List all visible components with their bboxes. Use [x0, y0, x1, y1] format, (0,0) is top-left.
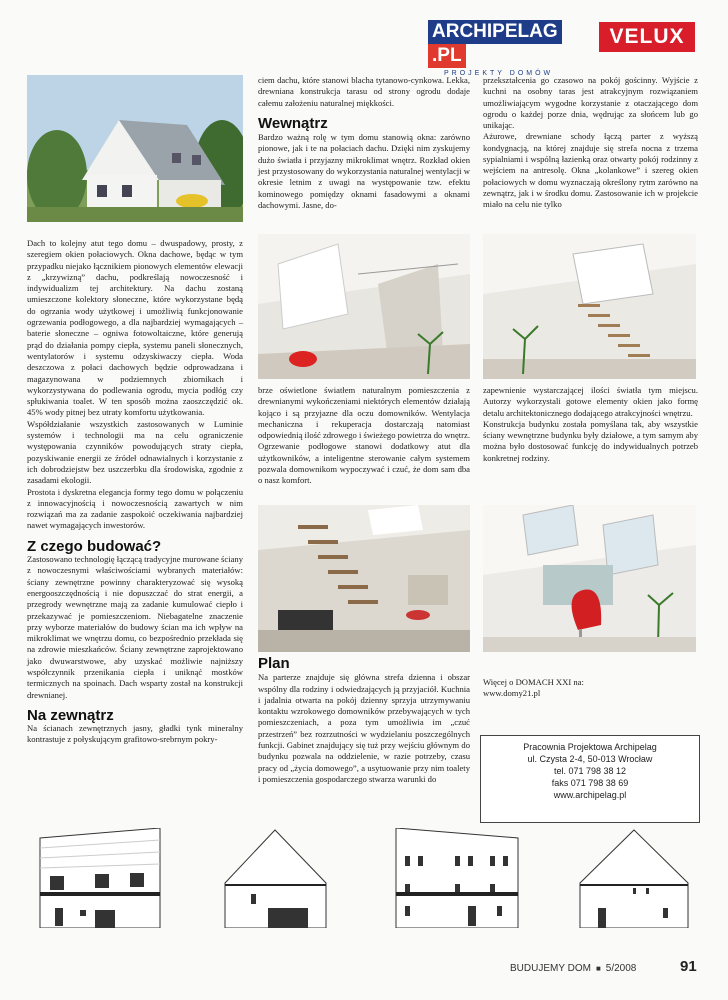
col3-paragraph-2: Ażurowe, drewniane schody łączą parter z wyższą kondygnacją, na której znajduje się strefa nocna z trzema sypialniami i wspólną łazienką oraz otwarty pokój rodzinny z wejściem na antresolę. Okna „kolankowe” i szereg okien połaciowych w domu wyznaczają określony rytm zarówno na zewnątrz, jak i w środku domu. Zastosowanie ich w projekcie miało na celu nie tylko — [483, 131, 698, 210]
interior-photo-3 — [258, 505, 470, 652]
col1-paragraph-5: Na ścianach zewnętrznych jasny, gładki tynk mineralny kontrastuje z połyskującym grafitowo-srebrnym pokry- — [27, 723, 243, 745]
col1-paragraph-4: Zastosowano technologię łączącą tradycyjne murowane ściany z nowoczesnymi właściwościami wybranych materiałów: ściany zewnętrzne powinny charakteryzować się wysoką energooszczędnością i nie dopuszczać do strat energii, a przegrody wewnętrzne mają za zadanie kumulować ciepło i przekazywać je pomieszczeniom. Niebagatelne znaczenie przy wyborze materiałów do budowy ścian ma ich wpływ na mikroklimat we wnętrzu domu, co bezpośrednio przekłada się na zdrowie mieszkańców. Ściany zewnętrzne zaprojektowano jako dwuwarstwowe, aby uzyskać możliwie najniższy współczynnik przenikania ciepła i uniknąć mostków termicznych na spoinach. Dach wsparty został na konstrukcji drewnianej. — [27, 554, 243, 700]
col1-paragraph-1: Dach to kolejny atut tego domu – dwuspadowy, prosty, z szeregiem okien połaciowych. Okna dachowe, będąc w tym przypadku niejako łącznikiem pionowych elementów elewacji z „krzywizną” dachu, podkreślają nowoczesność i indywidualizm tej architektury. Na dachu zostaną umieszczone kolektory słoneczne, które wykorzystane będą do ogrzania wody użytkowej i umożliwią funkcjonowanie ogrzewania podłogowego, a dla najbardziej wymagających – baterie słoneczne – ogniwa fotowoltaiczne, które generują prąd do działania pompy ciepła, systemu paneli słonecznych, wentylatorów i systemu odzyskiwaczy ciepła. Woda deszczowa z połaci dachowych będzie odprowadzana i magazynowana w podziemnych zbiornikach i wykorzystywana do podlewania ogrodu, mycia podłóg czy spłukiwania toalet. W ten sposób można zaoszczędzić ok. 45% wody pitnej bez utraty komfortu użytkowania. — [27, 238, 243, 418]
col2-paragraph-3: brze oświetlone światłem naturalnym pomieszczenia z drewnianymi wykończeniami niektórych elementów działają kojąco i są przyjazne dla oczu domowników. Wentylacja mechaniczna i rekuperacja dostarczają natomiast odpowiednią ilość zdrowego i świeżego powietrza do wnętrz. Ogrzewanie podłogowe stanowi dodatkowy atut dla użytkowników, a inteligentne sterowanie całym systemem pozwala domownikom wypoczywać i czuć, że dom sam dba o nasz komfort. — [258, 385, 470, 486]
elevation-drawing-3 — [393, 828, 521, 928]
archipelag-subtitle: PROJEKTY DOMÓW — [444, 70, 554, 77]
page-number: 91 — [680, 958, 697, 975]
velux-logo: VELUX — [599, 22, 695, 52]
col1-paragraph-3: Prostota i dyskretna elegancja formy tego domu w połączeniu z innowacyjnością i nowoczesnością zawartych w nim rozwiązań ma za zadanie zaspokoić oczekiwania najbardziej nawet wymagających inwestorów. — [27, 486, 243, 531]
interior-photo-1 — [258, 234, 470, 379]
column-3-mid — [483, 385, 698, 464]
col2-paragraph-2: Bardzo ważną rolę w tym domu stanowią okna: zarówno pionowe, jak i te na połaciach dachu. Dzięki nim zyskujemy dużo światła i przyjazny mikroklimat wnętrz. Rozkład okien jest przystosowany do wykorzystania naturalnej wentylacji w okresie letnim z uwagi na występowanie tzw. efektu kominowego pomiędzy oknami fasadowymi a oknami dachowymi. Jasne, do- — [258, 132, 470, 210]
col2-paragraph-1: ciem dachu, które stanowi blacha tytanowo-cynkowa. Lekka, drewniana konstrukcja tarasu od strony ogrodu dodaje całemu założeniu naturalnej miękkości. — [258, 75, 470, 108]
more-info-url[interactable]: www.domy21.pl — [483, 688, 541, 699]
archipelag-wordmark: ARCHIPELAG — [428, 20, 562, 44]
col3-paragraph-3: zapewnienie wystarczającej ilości światła tym miejscu. Autorzy wykorzystali gotowe elementy okien jako formę detalu architektonicznego dodającego atrakcyjności wnętrzu. — [483, 385, 698, 418]
column-3-top — [483, 75, 698, 211]
issue-number: 5/2008 — [605, 963, 637, 974]
column-2-top — [258, 75, 470, 211]
heading-plan: Plan — [258, 655, 290, 672]
elevation-drawing-2 — [223, 828, 328, 928]
heading-z-czego-budowac: Z czego budować? — [27, 537, 162, 555]
house-exterior-photo — [27, 75, 243, 222]
contact-address: ul. Czysta 2-4, 50-013 Wrocław — [527, 754, 653, 764]
contact-company: Pracownia Projektowa Archipelag — [523, 742, 657, 752]
col3-paragraph-1: przekształcenia go czasowo na pokój gościnny. Wyjście z kuchni na osobny taras jest atrakcyjnym rozwiązaniem umożliwiającym wygodne korzystanie z otaczającego dom ogrodu o każdej porze dnia, wędrując za słońcem lub go unikając. — [483, 75, 698, 131]
elevation-drawing-4 — [578, 828, 690, 928]
footer: BUDUJEMY DOM ■ 5/2008 — [510, 963, 637, 974]
more-info — [483, 677, 698, 700]
column-2-mid — [258, 385, 470, 487]
col3-paragraph-4: Konstrukcja budynku została pomyślana tak, aby wszystkie ściany wewnętrzne budynku były działowe, a tym samym aby można było dostosować funkcję do indywidualnych potrzeb konkretnej rodziny. — [483, 418, 698, 463]
contact-phone: tel. 071 798 38 12 — [553, 766, 627, 776]
contact-website[interactable]: www.archipelag.pl — [553, 790, 627, 800]
column-1 — [27, 238, 243, 746]
interior-photo-4 — [483, 505, 696, 652]
interior-photo-2 — [483, 234, 696, 379]
col2-paragraph-4: Na parterze znajduje się główna strefa dzienna i obszar wspólny dla rodziny i odwiedzających ją przyjaciół. Kuchnia i jadalnia otwarta na pokój dzienny sprzyja utrzymywaniu kontaktu wzrokowego domowników przebywających w tych pomieszczeniach, a poza tym umożliwia im „czuć przestrzeń” bez rozrzutności w wydzielaniu poszczególnych funkcji. Gabinet znajdujący się tuż przy wejściu głównym do budynku pozwala na oddzielenie, w razie potrzeby, czasu pracy od „życia domowego”, a usytuowanie przy nim toalety i pomieszczenia gospodarczego stwarza warunki do — [258, 672, 470, 784]
column-2-bottom — [258, 655, 470, 785]
archipelag-pl: .PL — [428, 44, 466, 68]
contact-box — [480, 735, 700, 823]
magazine-name: BUDUJEMY DOM — [510, 963, 591, 974]
archipelag-logo — [428, 20, 586, 77]
more-info-label: Więcej o DOMACH XXI na: — [483, 677, 584, 687]
contact-fax: faks 071 798 38 69 — [551, 778, 629, 788]
elevation-drawing-1 — [35, 828, 165, 928]
col1-paragraph-2: Współdziałanie wszystkich zastosowanych w Luminie systemów i technologii ma na celu ograniczenie występowania czynników powodujących straty ciepła, pozyskiwanie energii ze źródeł odnawialnych i korzystanie z ich dobrodziejstw bez uszczerbku dla środowiska, zgodnie z zasadami ekologii. — [27, 418, 243, 486]
heading-na-zewnatrz: Na zewnątrz — [27, 706, 114, 724]
heading-wewnatrz: Wewnątrz — [258, 114, 328, 132]
